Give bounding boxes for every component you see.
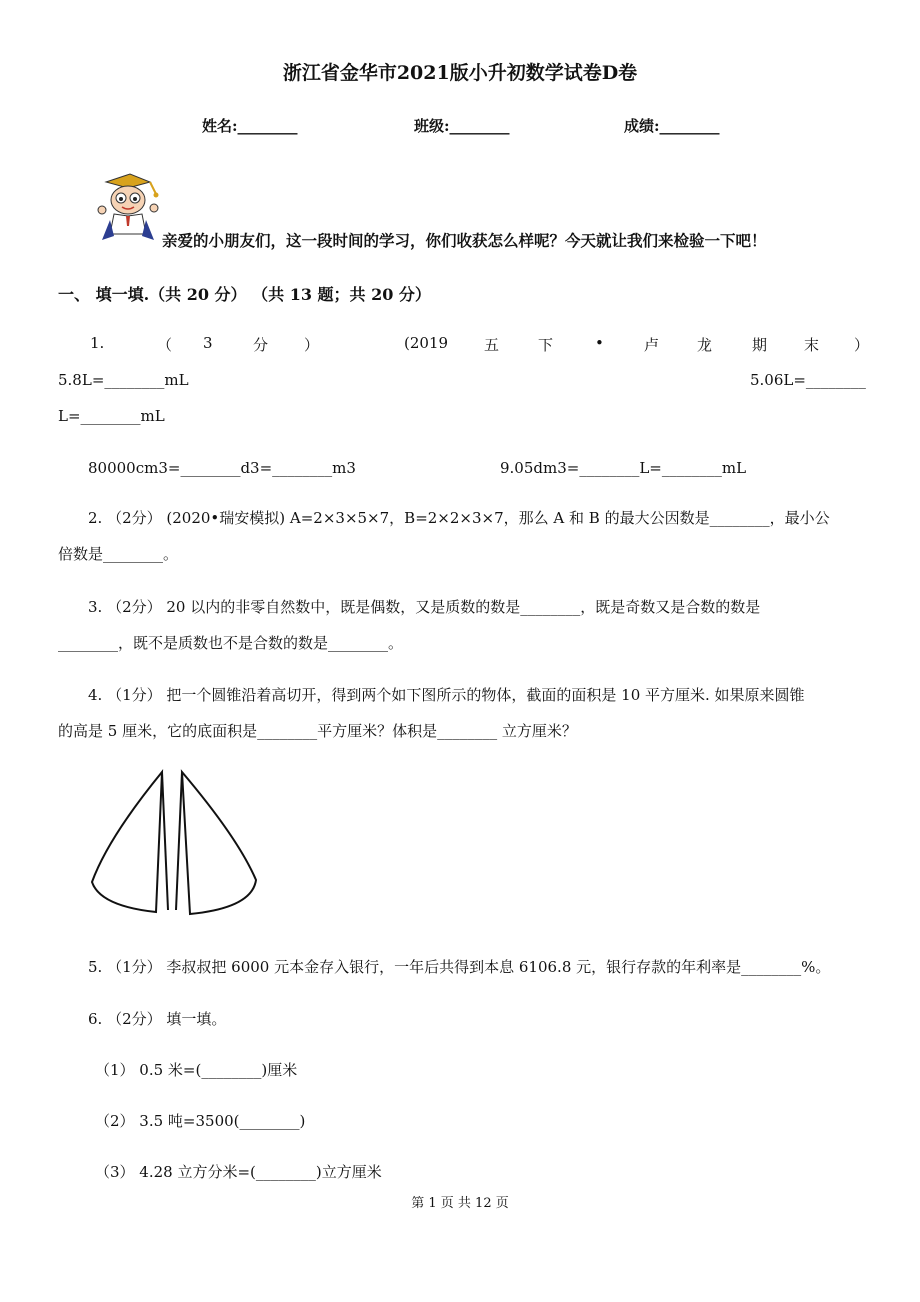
question-6-line1: 6. （2分） 填一填。 bbox=[88, 1010, 227, 1028]
q1-token: ） bbox=[854, 336, 870, 354]
q1-token: 末 bbox=[804, 336, 820, 354]
q1-item-d: 9.05dm3=________L=________mL bbox=[500, 459, 747, 477]
q1-token: • bbox=[595, 334, 604, 352]
question-3-line1: 3. （2分） 20 以内的非零自然数中，既是偶数，又是质数的数是________，既是奇数又是合数的数是 bbox=[88, 598, 761, 616]
question-5-line1: 5. （1分） 李叔叔把 6000 元本金存入银行，一年后共得到本息 6106.8 元，银行存款的年利率是________%。 bbox=[88, 958, 831, 976]
greeting-text: 亲爱的小朋友们，这一段时间的学习，你们收获怎么样呢？今天就让我们来检验一下吧！ bbox=[162, 231, 767, 250]
q1-token: 分 bbox=[253, 336, 269, 354]
question-3-line2: ________，既不是质数也不是合数的数是________。 bbox=[58, 634, 404, 652]
q1-item-a: 5.8L=________mL bbox=[58, 371, 189, 389]
mascot-doctor-icon bbox=[92, 170, 168, 246]
q1-item-b-start: 5.06L=________ bbox=[750, 371, 866, 389]
q1-item-c: 80000cm3=________d3=________m3 bbox=[88, 459, 356, 477]
question-6-sub2: （2） 3.5 吨=3500(________) bbox=[95, 1112, 306, 1130]
q1-token: 3 bbox=[203, 334, 213, 352]
q1-token: 1. bbox=[90, 334, 105, 352]
q1-token: （ bbox=[157, 336, 173, 354]
name-field-label: 姓名:________ bbox=[202, 117, 298, 135]
question-6-sub3: （3） 4.28 立方分米=(________)立方厘米 bbox=[95, 1163, 382, 1181]
q1-token: 卢 bbox=[644, 336, 660, 354]
q1-token: ） bbox=[304, 336, 320, 354]
q1-token: 下 bbox=[538, 336, 554, 354]
question-6-sub1: （1） 0.5 米=(________)厘米 bbox=[95, 1061, 298, 1079]
page-title: 浙江省金华市2021版小升初数学试卷D卷 bbox=[282, 62, 638, 84]
q1-token: (2019 bbox=[404, 334, 449, 352]
q1-item-b-end: L=________mL bbox=[58, 407, 165, 425]
question-1-header bbox=[0, 334, 920, 354]
question-4-line2: 的高是 5 厘米，它的底面积是________平方厘米？体积是________ 立方厘米？ bbox=[58, 722, 577, 740]
q1-token: 期 bbox=[752, 336, 768, 354]
q1-token: 龙 bbox=[697, 336, 713, 354]
page-footer: 第 1 页 共 12 页 bbox=[411, 1196, 509, 1211]
cone-halves-figure bbox=[86, 768, 266, 920]
question-2-line1: 2. （2分） (2020•瑞安模拟) A=2×3×5×7，B=2×2×3×7，那么 A 和 B 的最大公因数是________，最小公 bbox=[88, 509, 830, 527]
q1-token: 五 bbox=[484, 336, 500, 354]
class-field-label: 班级:________ bbox=[414, 117, 510, 135]
question-2-line2: 倍数是________。 bbox=[58, 545, 179, 563]
score-field-label: 成绩:________ bbox=[624, 117, 720, 135]
section-heading: 一、 填一填.（共 20 分） （共 13 题；共 20 分） bbox=[58, 285, 431, 304]
question-4-line1: 4. （1分） 把一个圆锥沿着高切开，得到两个如下图所示的物体，截面的面积是 10 平方厘米. 如果原来圆锥 bbox=[88, 686, 805, 704]
